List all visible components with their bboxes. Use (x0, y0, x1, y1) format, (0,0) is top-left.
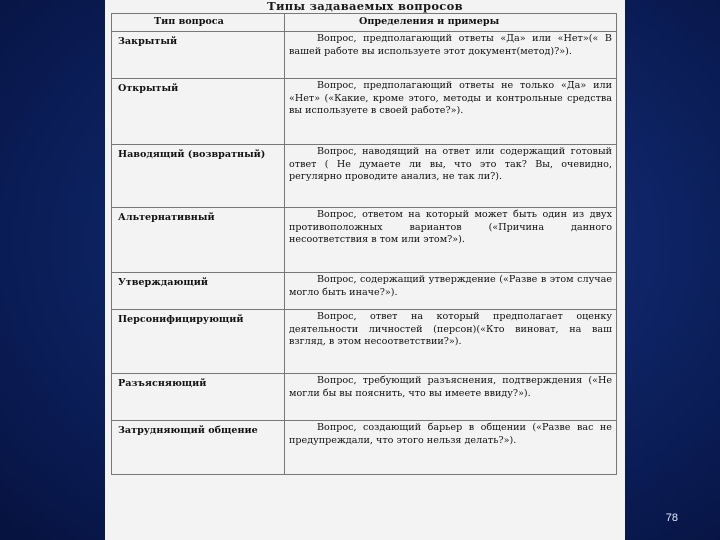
row-type: Затрудняющий общение (112, 421, 285, 475)
table-row (112, 273, 617, 310)
row-definition-text: Вопрос, требующий разъяснения, подтверждения («Не могли бы вы пояснить, что вы имеете ввиду?»). (289, 375, 612, 399)
table-row (112, 310, 617, 374)
table-row (112, 374, 617, 421)
row-definition-text: Вопрос, содержащий утверждение («Разве в этом случае могло быть иначе?»). (289, 274, 612, 298)
row-type: Альтернативный (112, 208, 285, 273)
table-row (112, 208, 617, 273)
row-definition (285, 32, 617, 79)
row-definition (285, 421, 617, 475)
row-definition (285, 208, 617, 273)
row-definition-text: Вопрос, предполагающий ответы «Да» или «Нет»(« В вашей работе вы используете этот документ(метод)?»). (289, 33, 612, 57)
table-row (112, 79, 617, 145)
row-definition (285, 310, 617, 374)
row-type: Закрытый (112, 32, 285, 79)
row-definition (285, 145, 617, 208)
document-title: Типы задаваемых вопросов (267, 0, 463, 13)
row-definition-text: Вопрос, предполагающий ответы не только «Да» или «Нет» («Какие, кроме этого, методы и контрольные средства вы используете в своей работе?»). (289, 80, 612, 117)
row-type: Утверждающий (112, 273, 285, 310)
row-definition (285, 273, 617, 310)
row-definition-text: Вопрос, ответ на который предполагает оценку деятельности личностей (персон)(«Кто виноват, на ваш взгляд, в этом несоответствии?»). (289, 311, 612, 348)
row-type: Разъясняющий (112, 374, 285, 421)
slide-page-number: 78 (665, 512, 678, 524)
table-row (112, 421, 617, 475)
table-header-row (112, 14, 617, 32)
table-row (112, 145, 617, 208)
row-type: Персонифицирующий (112, 310, 285, 374)
document-page (105, 0, 625, 540)
row-definition-text: Вопрос, создающий барьер в общении («Разве вас не предупреждали, что этого нельзя делать?»). (289, 422, 612, 446)
row-definition-text: Вопрос, наводящий на ответ или содержащий готовый ответ ( Не думаете ли вы, что это так? Вы, очевидно, регулярно проводите анализ, не так ли?). (289, 146, 612, 183)
row-definition (285, 374, 617, 421)
table-row (112, 32, 617, 79)
question-types-table (111, 13, 617, 475)
row-definition-text: Вопрос, ответом на который может быть один из двух противоположных вариантов («Причина данного несоответствия в том или этом?»). (289, 209, 612, 246)
header-definition: Определения и примеры (285, 14, 617, 32)
row-type: Наводящий (возвратный) (112, 145, 285, 208)
header-type: Тип вопроса (112, 14, 285, 32)
row-type: Открытый (112, 79, 285, 145)
row-definition (285, 79, 617, 145)
